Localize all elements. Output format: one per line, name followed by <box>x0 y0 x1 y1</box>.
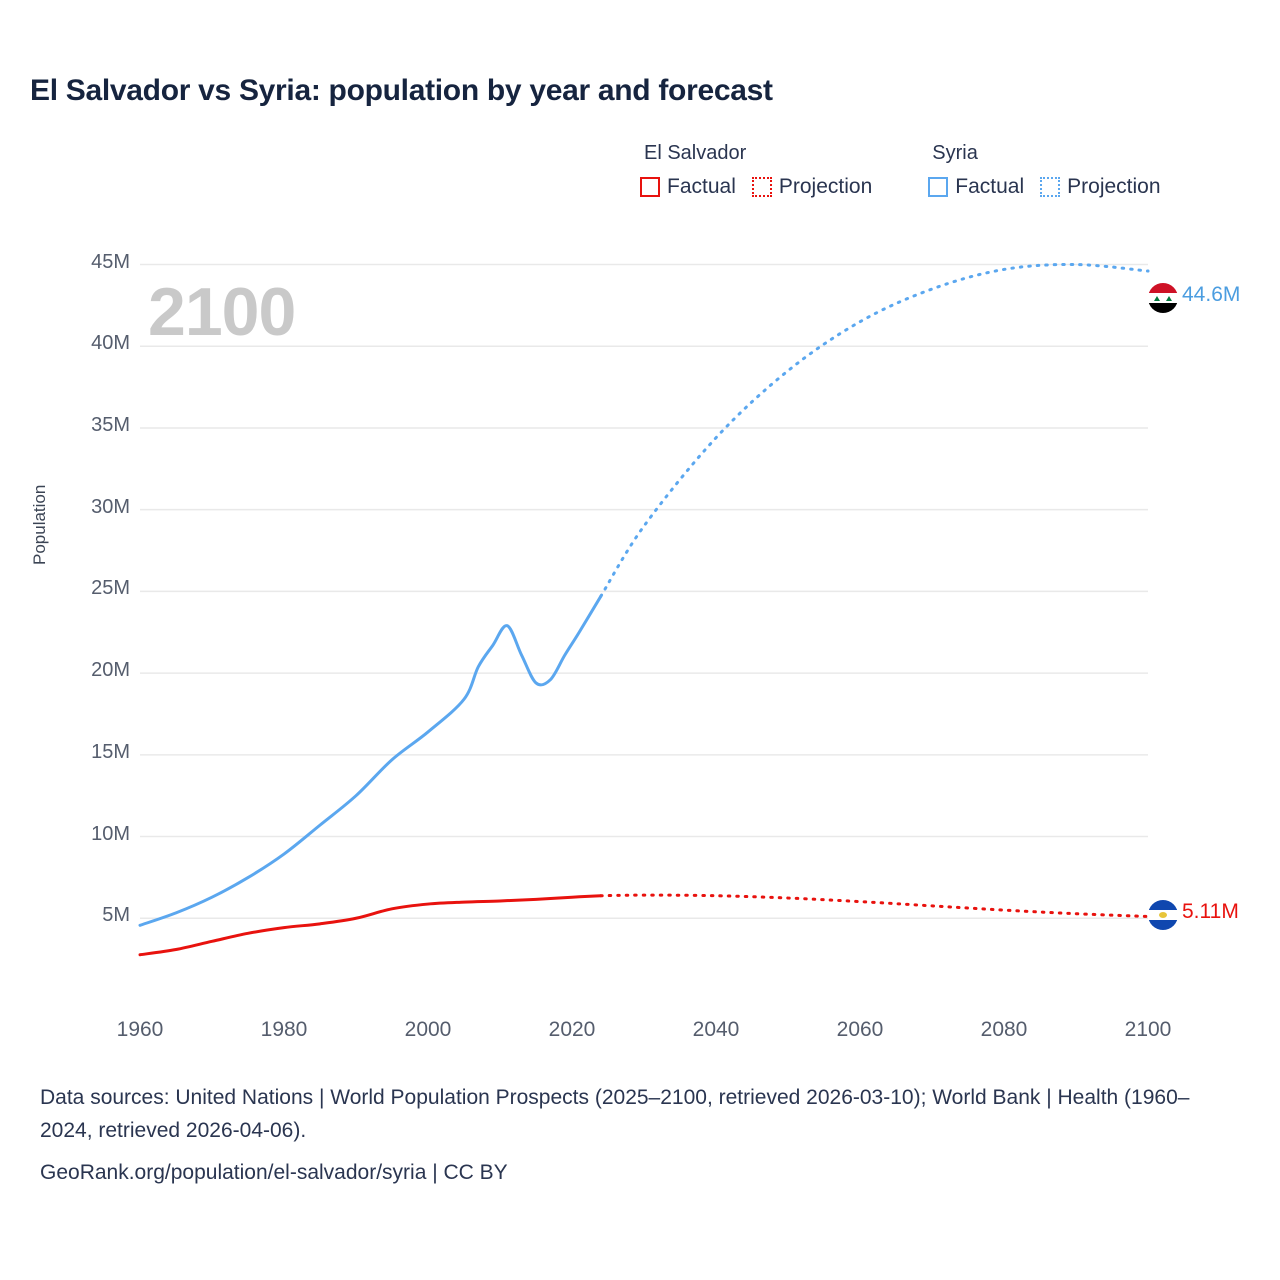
legend-item-syria-factual[interactable] <box>928 175 1024 199</box>
x-tick-label: 2040 <box>692 1018 740 1041</box>
chart-legend <box>640 142 1177 199</box>
y-tick-label: 25M <box>91 577 130 600</box>
footer <box>40 1082 1240 1190</box>
legend-swatch-solid-icon <box>928 177 948 197</box>
series-lines <box>140 264 1148 954</box>
legend-label: Factual <box>955 175 1025 198</box>
legend-swatch-dotted-icon <box>752 177 772 197</box>
x-tick-label: 2060 <box>836 1018 884 1041</box>
legend-label: Factual <box>667 175 736 198</box>
page-title: El Salvador vs Syria: population by year and forecast <box>30 74 773 107</box>
y-tick-label: 30M <box>91 495 130 518</box>
gridlines <box>140 265 1148 919</box>
y-tick-label: 15M <box>91 740 130 763</box>
legend-group-title-syria: Syria <box>932 142 978 164</box>
x-tick-label: 2080 <box>980 1018 1028 1041</box>
year-watermark: 2100 <box>148 274 296 350</box>
legend-group-el-salvador <box>640 142 888 199</box>
x-tick-label: 2000 <box>404 1018 452 1041</box>
legend-swatch-dotted-icon <box>1040 177 1060 197</box>
y-tick-label: 45M <box>91 250 130 273</box>
legend-group-title-el-salvador: El Salvador <box>644 142 747 164</box>
syria-flag-icon <box>1148 283 1178 313</box>
x-tick-label: 2020 <box>548 1018 596 1041</box>
y-tick-label: 20M <box>91 659 130 682</box>
series-line-factual <box>140 596 601 925</box>
y-tick-label: 40M <box>91 332 130 355</box>
el-salvador-endpoint-value: 5.11M <box>1182 900 1239 923</box>
x-tick-label: 2100 <box>1124 1018 1172 1041</box>
series-line-projection <box>601 895 1148 916</box>
legend-item-syria-projection[interactable] <box>1040 175 1160 199</box>
y-tick-label: 10M <box>91 822 130 845</box>
footer-data-sources: Data sources: United Nations | World Population Prospects (2025–2100, retrieved 2026-03-10); World Bank | Health (1960–2024, retrieved 2026-04-06). <box>40 1086 1190 1142</box>
legend-group-syria <box>928 142 1176 199</box>
y-tick-label: 5M <box>102 904 130 927</box>
el-salvador-flag-icon <box>1148 900 1178 930</box>
series-line-factual <box>140 896 601 955</box>
legend-label: Projection <box>1067 175 1161 198</box>
legend-label: Projection <box>778 175 873 198</box>
x-tick-label: 1960 <box>116 1018 164 1041</box>
legend-swatch-solid-icon <box>640 177 660 197</box>
y-axis-title: Population <box>30 484 49 565</box>
footer-attribution: GeoRank.org/population/el-salvador/syria | CC BY <box>40 1161 508 1185</box>
legend-item-el-salvador-factual[interactable] <box>640 175 736 199</box>
legend-item-el-salvador-projection[interactable] <box>752 175 872 199</box>
x-axis-ticks <box>0 1018 1280 1058</box>
y-tick-label: 35M <box>91 413 130 436</box>
x-tick-label: 1980 <box>260 1018 308 1041</box>
syria-endpoint-value: 44.6M <box>1182 283 1241 306</box>
series-line-projection <box>601 264 1148 596</box>
